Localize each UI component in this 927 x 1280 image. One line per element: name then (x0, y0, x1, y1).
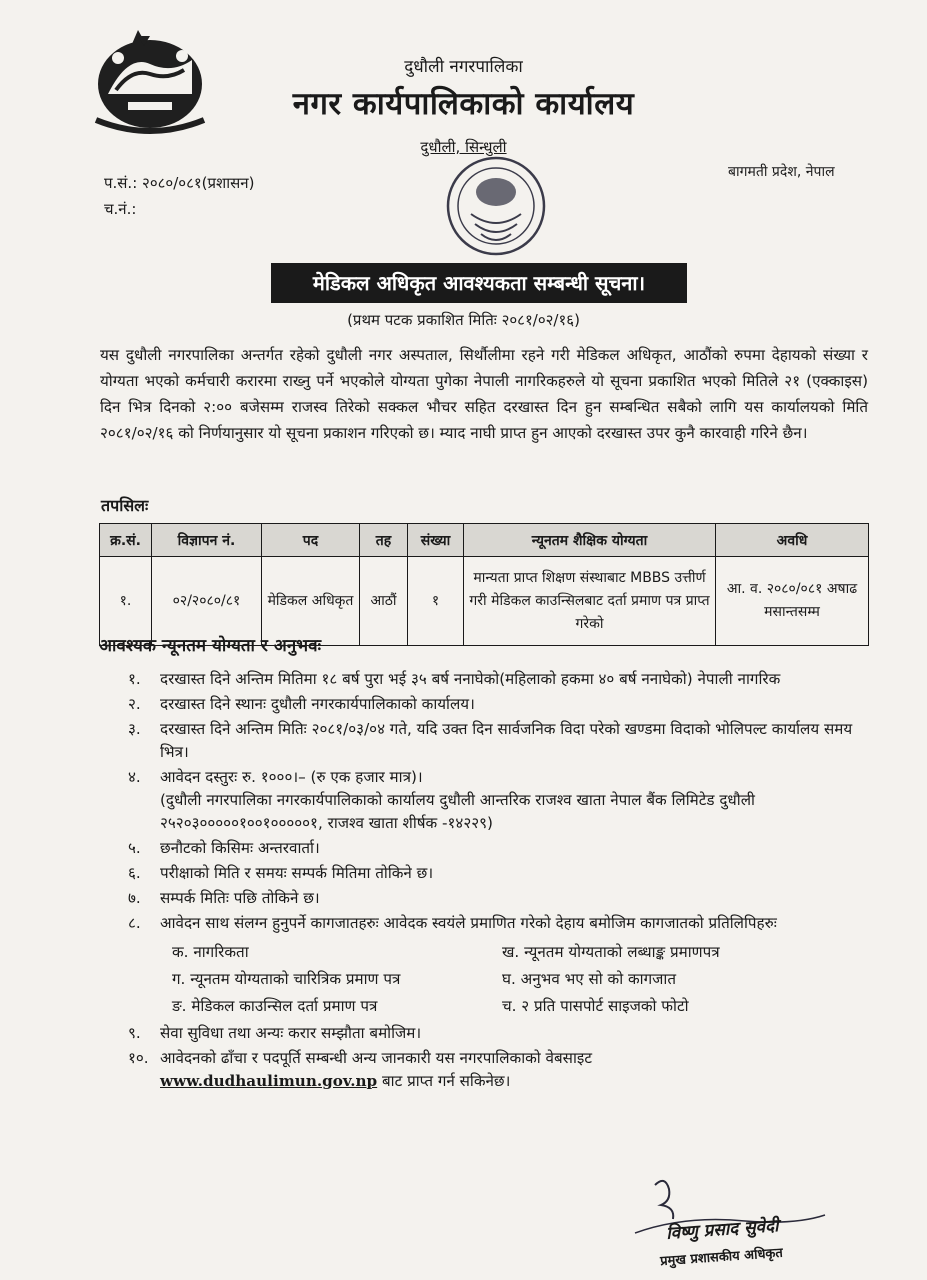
list-item (128, 1022, 876, 1045)
list-item (128, 668, 876, 691)
required-documents (172, 941, 876, 1018)
column-header-level: तह (360, 524, 408, 557)
dispatch-number: च.नं.: (104, 200, 137, 218)
column-header-count: संख्या (408, 524, 464, 557)
signatory-name: विष्णु प्रसाद सुवेदी (665, 1216, 780, 1244)
office-title: नगर कार्यपालिकाको कार्यालय (292, 86, 635, 122)
item-number: ३. (128, 720, 141, 738)
list-item (128, 912, 876, 1018)
item-text: दरखास्त दिने अन्तिम मितिः २०८१/०३/०४ गते, यदि उक्त दिन सार्वजनिक विदा परेको खण्डमा विदाको भोलिपल्ट कार्यालय समय भित्र। (160, 720, 853, 761)
website-link[interactable]: www.dudhaulimun.gov.np (160, 1072, 378, 1090)
list-item (128, 766, 876, 835)
notice-title: मेडिकल अधिकृत आवश्यकता सम्बन्धी सूचना। (271, 263, 687, 303)
municipality-name: दुधौली नगरपालिका (404, 57, 523, 77)
cell-post: मेडिकल अधिकृत (262, 557, 360, 646)
document-item: ङ. मेडिकल काउन्सिल दर्ता प्रमाण पत्र (172, 997, 378, 1015)
publication-date: (प्रथम पटक प्रकाशित मितिः २०८१/०२/१६) (347, 311, 580, 329)
office-seal-icon (441, 152, 551, 260)
item-number: ८. (128, 914, 141, 932)
item-number: ५. (128, 839, 141, 857)
item-number: २. (128, 695, 141, 713)
item-text-tail: बाट प्राप्त गर्न सकिनेछ। (377, 1072, 511, 1090)
item-number: ४. (128, 768, 141, 786)
item-number: १. (128, 670, 141, 688)
item-text: परीक्षाको मिति र समयः सम्पर्क मितिमा तोकिने छ। (160, 864, 434, 882)
list-item (128, 862, 876, 885)
item-text: दरखास्त दिने अन्तिम मितिमा १८ बर्ष पुरा भई ३५ बर्ष ननाघेको(महिलाको हकमा ४० बर्ष ननाघेको) नेपाली नागरिक (160, 670, 781, 688)
requirements-list (128, 668, 876, 1095)
signatory-title: प्रमुख प्रशासकीय अधिकृत (659, 1245, 784, 1270)
cell-count: १ (408, 557, 464, 646)
item-text: दरखास्त दिने स्थानः दुधौली नगरकार्यपालिकाको कार्यालय। (160, 695, 475, 713)
list-item (128, 887, 876, 910)
item-number: १०. (128, 1049, 149, 1067)
bank-account-details: (दुधौली नगरपालिका नगरकार्यपालिकाको कार्यालय दुधौली आन्तरिक राजश्व खाता नेपाल बैंक लिमिटेड दुधौली २५२०३०००००१००१०००००१, राजश्व खाता शीर्षक -१४२२९) (160, 791, 755, 832)
office-location: दुधौली, सिन्धुली (420, 138, 507, 156)
list-item (128, 693, 876, 716)
province-label: बागमती प्रदेश, नेपाल (728, 164, 835, 180)
cell-qualification: मान्यता प्राप्त शिक्षण संस्थाबाट MBBS उत्तीर्ण गरी मेडिकल काउन्सिलबाट दर्ता प्रमाण पत्र प्राप्त गरेको (464, 557, 716, 646)
details-label: तपसिलः (101, 496, 149, 515)
item-number: ९. (128, 1024, 141, 1042)
list-item (128, 837, 876, 860)
column-header-serial: क्र.सं. (100, 524, 152, 557)
item-text: आवेदन दस्तुरः रु. १०००।– (रु एक हजार मात्र)। (160, 768, 423, 786)
cell-serial: १. (100, 557, 152, 646)
document-item: घ. अनुभव भए सो को कागजात (502, 970, 676, 988)
document-item: च. २ प्रति पासपोर्ट साइजको फोटो (502, 997, 689, 1015)
reference-number: प.सं.: २०८०/०८१(प्रशासन) (104, 174, 255, 192)
item-text: सम्पर्क मितिः पछि तोकिने छ। (160, 889, 320, 907)
document-item: ग. न्यूनतम योग्यताको चारित्रिक प्रमाण पत्र (172, 970, 401, 988)
item-text: सेवा सुविधा तथा अन्यः करार सम्झौता बमोजिम। (160, 1024, 422, 1042)
column-header-qualification: न्यूनतम शैक्षिक योग्यता (464, 524, 716, 557)
cell-level: आठौं (360, 557, 408, 646)
column-header-ad-number: विज्ञापन नं. (152, 524, 262, 557)
document-item: ख. न्यूनतम योग्यताको लब्धाङ्क प्रमाणपत्र (502, 943, 720, 961)
document-item: क. नागरिकता (172, 943, 249, 961)
list-item (128, 718, 876, 764)
column-header-post: पद (262, 524, 360, 557)
vacancy-table (99, 523, 869, 646)
item-number: ६. (128, 864, 141, 882)
list-item (128, 1047, 876, 1093)
notice-body: यस दुधौली नगरपालिका अन्तर्गत रहेको दुधौली नगर अस्पताल, सिर्थौलीमा रहने गरी मेडिकल अधिकृत, आठौंको रुपमा देहायको संख्या र योग्यता भएको कर्मचारी करारमा राख्नु पर्ने भएकोले योग्यता पुगेका नेपाली नागरिकहरुले यो सूचना प्रकाशित भएको मितिले २१ (एक्काइस) दिन भित्र दिनको २:०० बजेसम्म राजस्व तिरेको सक्कल भौचर सहित दरखास्त दिन हुन सम्बन्धित सबैको लागि यस कार्यालयको मिति २०८१/०२/१६ को निर्णयानुसार यो सूचना प्रकाशन गरिएको छ। म्याद नाघी प्राप्त हुन आएको दरखास्त उपर कुनै कारवाही गरिने छैन। (100, 346, 868, 442)
column-header-duration: अवधि (716, 524, 869, 557)
item-text: छनौटको किसिमः अन्तरवार्ता। (160, 839, 320, 857)
cell-duration: आ. व. २०८०/०८१ अषाढ मसान्तसम्म (716, 557, 869, 646)
item-text: आवेदनको ढाँचा र पदपूर्ति सम्बन्धी अन्य जानकारी यस नगरपालिकाको वेबसाइट (160, 1049, 592, 1067)
table-header-row (100, 524, 869, 557)
item-number: ७. (128, 889, 141, 907)
cell-ad-number: ०२/२०८०/८१ (152, 557, 262, 646)
requirements-heading: आवश्यक न्यूनतम योग्यता र अनुभवः (99, 636, 322, 656)
item-text: आवेदन साथ संलग्न हुनुपर्ने कागजातहरुः आवेदक स्वयंले प्रमाणित गरेको देहाय बमोजिम कागजातको प्रतिलिपिहरुः (160, 914, 777, 932)
